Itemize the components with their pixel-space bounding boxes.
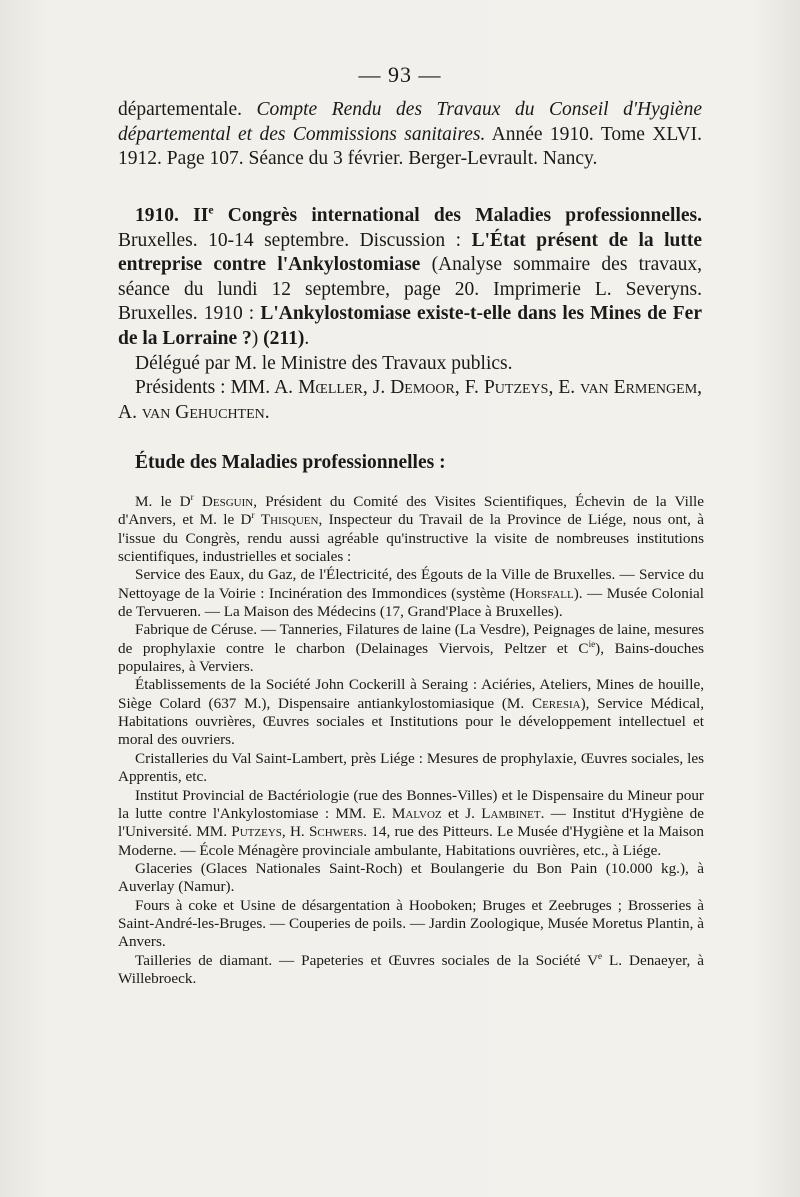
congress-title (193, 205, 702, 226)
person-name: Desguin (201, 493, 254, 510)
communication-title: L'Ankylostomiase existe-t-elle dans les Mines de Fer de la Lorraine ? (118, 303, 702, 349)
congress-place: Bruxelles. 10-14 septembre. Discussion : (118, 229, 462, 251)
section-heading: Étude des Maladies professionnelles : (135, 452, 446, 473)
text: . 14, rue des Pitteurs. Le Musée d'Hygiène et la Maison Moderne. — École Ménagère provinciale ambulante, Habitations ouvrières, etc., à Liége. (118, 823, 704, 859)
text: Institut Provincial de Bactériologie (rue des Bonnes-Villes) et le Dispensaire du Mineur pour la lutte contre l'Ankylostomiase : MM. E. (118, 786, 704, 822)
analysis-ref: (Analyse sommaire des travaux, séance du lundi 12 septembre, page 20. Imprimerie L. Severyns. Bruxelles. 1910 : (118, 254, 703, 325)
text: ). — Musée Colonial de Tervueren. — La Maison des Médecins (17, Grand'Place à Bruxelles). (118, 584, 704, 621)
visit-val-saint-lambert: Cristalleries du Val Saint-Lambert, près Liége : Mesures de prophylaxie, Œuvres sociales, les Apprentis, etc. (118, 749, 704, 786)
president-name: Putzeys (483, 377, 549, 399)
text: M. le D (135, 493, 191, 510)
close-paren: ) (251, 327, 259, 349)
separator: , A. (118, 377, 703, 423)
visit-anvers: Fours à coke et Usine de désargentation à Hooboken; Bruges et Zeebruges ; Brosseries à Saint-André-les-Bruges. — Couperies de poils. — Jardin Zoologique, Musée Moretus Plantin, à Anvers. (118, 896, 704, 951)
person-name: Ceresia (531, 694, 581, 712)
presidents-label: Présidents : MM. A. (135, 377, 294, 399)
reference-start: départementale. (118, 99, 242, 120)
continued-reference (118, 98, 702, 172)
text: Établissements de la Société John Cockerill à Seraing : Aciéries, Ateliers, Mines de houille, Siège Colard (637 M.), Dispensaire antiankylostomiasique (M. (118, 676, 704, 712)
person-name: Horsfall (514, 584, 574, 602)
text: Service des Eaux, du Gaz, de l'Électricité, des Égouts de la Ville de Bruxelles. — Service du Nettoyage de la Voirie : Incinération des Immondices (système ( (118, 566, 704, 602)
president-name: Mœller (298, 377, 363, 399)
visit-bruxelles (118, 566, 704, 621)
congress-name: Congrès international des Maladies professionnelles. (227, 205, 702, 226)
text: L. Denaeyer, à Willebroeck. (118, 951, 704, 987)
person-name: Lambinet (481, 804, 541, 822)
visits-list (118, 493, 704, 988)
congress-entry (118, 204, 702, 425)
text: ), Bains-douches populaires, à Verviers. (118, 639, 704, 676)
congress-paragraph (118, 204, 702, 352)
text: ), Service Médical, Habitations ouvrières, Œuvres sociales et Institutions pour le développement intellectuel et moral des ouvriers. (118, 694, 704, 749)
text: et J. (447, 804, 475, 822)
text: . — Institut d'Hygiène de l'Université. MM. (118, 804, 705, 841)
period: . (304, 327, 310, 349)
congress-ordinal-sup: e (208, 203, 214, 217)
delegue-line: Délégué par M. le Ministre des Travaux publics. (135, 352, 513, 374)
discussion-title: L'État présent de la lutte entreprise contre l'Ankylostomiase (118, 229, 703, 276)
visit-seraing (118, 676, 704, 749)
text: Tailleries de diamant. — Papeteries et Œuvres sociales de la Société V (135, 951, 599, 969)
person-name: Putzeys (231, 823, 282, 841)
separator: , J. (362, 377, 386, 399)
period: . (264, 401, 270, 423)
visit-liege (118, 787, 704, 860)
sup: ie (588, 638, 596, 649)
congress-ordinal: II (193, 205, 209, 226)
visit-auverlay: Glaceries (Glaces Nationales Saint-Roch) et Boulangerie du Bon Pain (10.000 kg.), à Auverlay (Namur). (118, 859, 704, 896)
presidents-line (118, 376, 702, 425)
text: , Inspecteur du Travail de la Province de Liége, nous ont, à l'issue du Congrès, rendu aussi agréable qu'instructive la visite de nombreuses institutions scientifiques, industrielles et sociales : (118, 511, 705, 566)
text: , H. (281, 823, 305, 841)
reference-details: Année 1910. Tome XLVI. 1912. Page 107. Séance du 3 février. Berger-Levrault. Nancy. (118, 123, 702, 170)
president-name: van Ermengem (580, 377, 698, 399)
reference-title: Compte Rendu des Travaux du Conseil d'Hygiène départemental et des Commissions sanitaires. (118, 99, 702, 145)
person-name: Schwers (308, 823, 364, 841)
text: , Président du Comité des Visites Scientifiques, Échevin de la Ville d'Anvers, et M. le D (118, 493, 704, 529)
text: Fabrique de Céruse. — Tanneries, Filatures de laine (La Vesdre), Peignages de laine, mesures de prophylaxie contre le charbon (Delainages Viervois, Peltzer et C (118, 621, 704, 657)
visit-willebroeck (118, 952, 704, 989)
congress-year: 1910. (135, 205, 179, 226)
separator: , E. (548, 377, 576, 399)
president-name: van Gehuchten (141, 401, 265, 423)
separator: , F. (454, 377, 479, 399)
visit-verviers (118, 621, 704, 676)
sup: r (251, 510, 255, 521)
visits-intro (118, 493, 704, 566)
sup: e (598, 950, 603, 961)
person-name: Thisquen (260, 511, 319, 529)
page-number: — 93 — (358, 62, 442, 87)
person-name: Malvoz (391, 804, 442, 822)
president-name: Demoor (390, 377, 455, 399)
sup: r (190, 491, 194, 502)
reference-number: (211) (263, 327, 305, 349)
